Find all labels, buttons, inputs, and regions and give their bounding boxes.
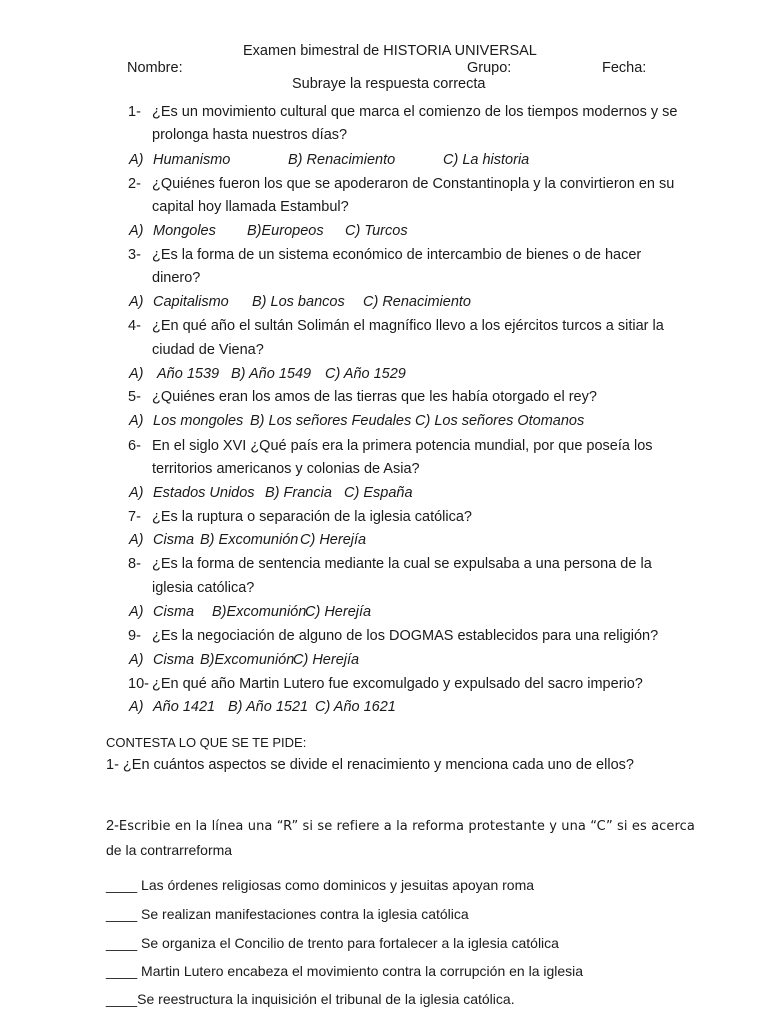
reform-item-text: Se reestructura la inquisición el tribunal de la iglesia católica. (137, 991, 515, 1007)
answer-option[interactable]: B) Año 1521 (228, 699, 309, 715)
answer-option[interactable]: C) Renacimiento (363, 294, 471, 310)
open-question-2-text: Escribie en la línea una “R” si se refiere a la reforma protestante y una “C” si es acerca (118, 819, 695, 834)
grupo-label: Grupo: (467, 60, 512, 76)
open-question-2 (106, 818, 695, 834)
answer-prefix: A) (129, 485, 144, 501)
answer-blank[interactable]: ____ (106, 935, 138, 951)
answer-prefix: A) (129, 294, 144, 310)
question-number: 6- (128, 438, 141, 454)
question-text: territorios americanos y colonias de Asia? (152, 461, 420, 477)
answer-prefix: A) (129, 413, 144, 429)
answer-option[interactable]: B) Los bancos (252, 294, 345, 310)
question-text: ¿Es la ruptura o separación de la iglesia católica? (152, 509, 472, 525)
answer-prefix: A) (129, 604, 144, 620)
question-text: ¿Es la forma de un sistema económico de intercambio de bienes o de hacer (152, 247, 642, 263)
answer-option[interactable]: C) Los señores Otomanos (415, 413, 585, 429)
instruction: Subraye la respuesta correcta (292, 76, 486, 92)
answer-option[interactable]: Capitalismo (153, 294, 229, 310)
answer-option[interactable]: Cisma (153, 652, 195, 668)
answer-option[interactable]: B) Los señores Feudales (250, 413, 412, 429)
answer-option[interactable]: B) Francia (265, 485, 332, 501)
reform-item (106, 963, 583, 979)
reform-item (106, 935, 559, 951)
answer-option[interactable]: C) Año 1621 (315, 699, 396, 715)
question-text: ¿En qué año el sultán Solimán el magnífico llevo a los ejércitos turcos a sitiar la (152, 318, 664, 334)
question-text: En el siglo XVI ¿Qué país era la primera potencia mundial, por que poseía los (152, 438, 653, 454)
question-number: 3- (128, 247, 141, 263)
answer-option[interactable]: C) Herejía (293, 652, 360, 668)
nombre-label: Nombre: (127, 60, 183, 76)
question-text: prolonga hasta nuestros días? (152, 127, 348, 143)
answer-prefix: A) (129, 699, 144, 715)
question-number: 1- (128, 104, 141, 120)
question-text: ¿Es un movimiento cultural que marca el comienzo de los tiempos modernos y se (152, 104, 678, 120)
answer-prefix: A) (129, 366, 144, 382)
question-text: ¿Es la negociación de alguno de los DOGMAS establecidos para una religión? (152, 628, 659, 644)
fecha-label: Fecha: (602, 60, 647, 76)
question-number: 8- (128, 556, 141, 572)
reform-item (106, 991, 515, 1007)
question-number: 10- (128, 676, 149, 692)
reform-item-text: Martin Lutero encabeza el movimiento contra la corrupción en la iglesia (141, 963, 584, 979)
answer-option[interactable]: C) España (344, 485, 413, 501)
reform-item-text: Las órdenes religiosas como dominicos y jesuitas apoyan roma (141, 877, 535, 893)
question-text: ¿En qué año Martin Lutero fue excomulgado y expulsado del sacro imperio? (152, 676, 643, 692)
answer-option[interactable]: B) Excomunión (200, 532, 299, 548)
answer-option[interactable]: Año 1539 (157, 366, 220, 382)
answer-prefix: A) (129, 532, 144, 548)
answer-option[interactable]: C) Herejía (305, 604, 372, 620)
answer-option[interactable]: Cisma (153, 532, 195, 548)
reform-item-text: Se realizan manifestaciones contra la iglesia católica (141, 906, 469, 922)
answer-option[interactable]: B) Renacimiento (288, 152, 396, 168)
exam-title: Examen bimestral de HISTORIA UNIVERSAL (243, 43, 537, 59)
answer-option[interactable]: Los mongoles (153, 413, 244, 429)
question-text: dinero? (152, 270, 201, 286)
question-text: ¿Quiénes eran los amos de las tierras que les había otorgado el rey? (152, 389, 597, 405)
question-number: 9- (128, 628, 141, 644)
question-text: ciudad de Viena? (152, 342, 264, 358)
reform-item (106, 906, 469, 922)
question-text: iglesia católica? (152, 580, 255, 596)
answer-prefix: A) (129, 223, 144, 239)
reform-item-text: Se organiza el Concilio de trento para fortalecer a la iglesia católica (141, 935, 559, 951)
answer-option[interactable]: B) Año 1549 (231, 366, 312, 382)
question-number: 2- (128, 176, 141, 192)
answer-option[interactable]: Humanismo (153, 152, 231, 168)
answer-option[interactable]: C) Año 1529 (325, 366, 406, 382)
answer-option[interactable]: Año 1421 (153, 699, 216, 715)
answer-option[interactable]: C) Herejía (300, 532, 367, 548)
answer-blank[interactable]: ____ (106, 963, 138, 979)
answer-option[interactable]: Mongoles (153, 223, 216, 239)
answer-option[interactable]: Estados Unidos (153, 485, 255, 501)
question-text: ¿Quiénes fueron los que se apoderaron de Constantinopla y la convirtieron en su (152, 176, 675, 192)
answer-option[interactable]: C) La historia (443, 152, 530, 168)
answer-option[interactable]: B)Excomunión (200, 652, 295, 668)
answer-blank[interactable]: ____ (106, 877, 138, 893)
answer-option[interactable]: B)Europeos (247, 223, 324, 239)
question-text: ¿Es la forma de sentencia mediante la cual se expulsaba a una persona de la (152, 556, 652, 572)
question-number: 5- (128, 389, 141, 405)
answer-blank[interactable]: ____ (106, 906, 138, 922)
answer-prefix: A) (129, 152, 144, 168)
answer-blank[interactable]: ____ (106, 991, 138, 1007)
open-question-1: 1- ¿En cuántos aspectos se divide el renacimiento y menciona cada uno de ellos? (106, 757, 634, 773)
open-question-2-number: 2- (106, 818, 119, 834)
answer-option[interactable]: B)Excomunión (212, 604, 307, 620)
open-question-2-text-cont: de la contrarreforma (106, 842, 233, 858)
question-text: capital hoy llamada Estambul? (152, 199, 349, 215)
reform-item (106, 877, 534, 893)
answer-prefix: A) (129, 652, 144, 668)
section-heading: CONTESTA LO QUE SE TE PIDE: (106, 735, 307, 750)
question-number: 4- (128, 318, 141, 334)
answer-option[interactable]: C) Turcos (345, 223, 408, 239)
question-number: 7- (128, 509, 141, 525)
answer-option[interactable]: Cisma (153, 604, 195, 620)
